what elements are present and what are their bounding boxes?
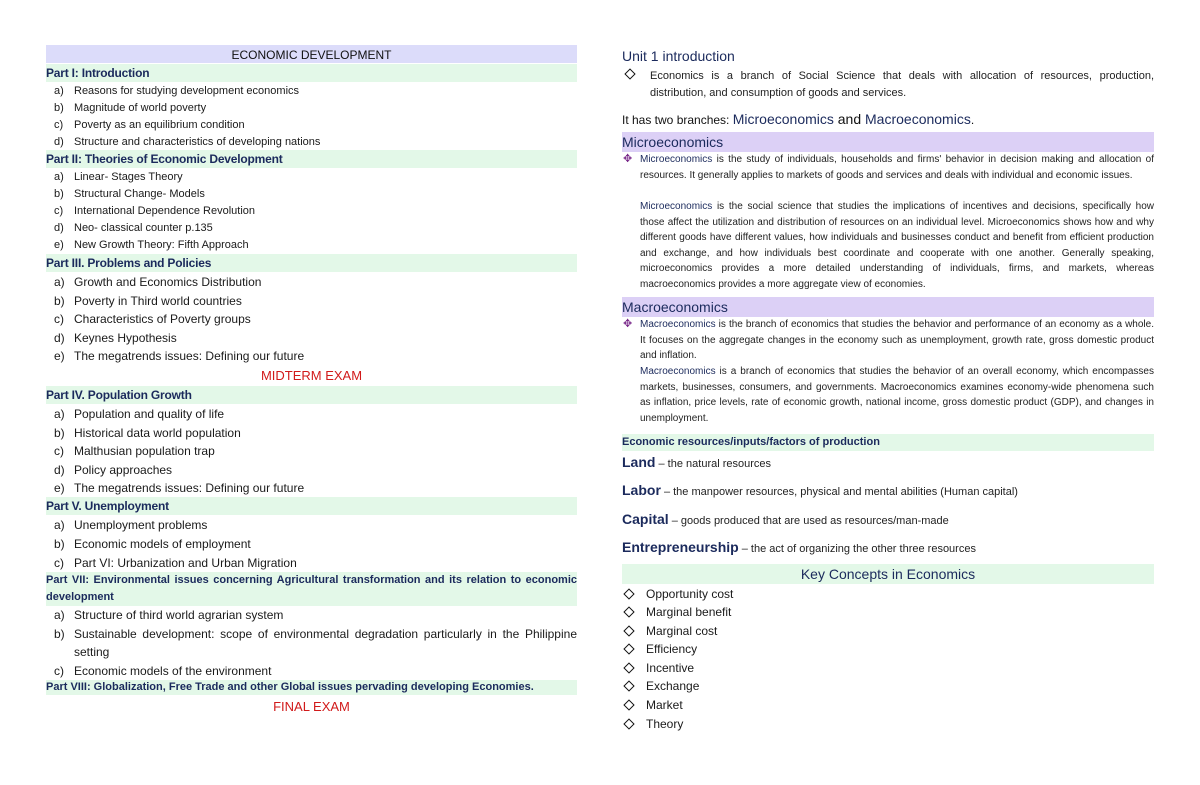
list-item: Economic models of employment <box>74 537 251 551</box>
list-letter: e) <box>54 239 64 251</box>
list-item: Sustainable development: scope of environmental degradation particularly in the Philippine setting <box>74 627 577 659</box>
unit-title: Unit 1 introduction <box>622 48 735 64</box>
concept-item: Exchange <box>646 679 700 693</box>
list-item: Economic models of the environment <box>74 664 272 678</box>
list-letter: e) <box>54 481 65 495</box>
list-letter: a) <box>54 171 64 183</box>
resources-heading: Economic resources/inputs/factors of production <box>622 436 880 448</box>
micro-text: is the social science that studies the implications of incentives and decisions, specifically how those affect the utilization and distribution of resources on an individual level. Microeconomics shows how and why different goods have different values, how individuals and businesses conduct and benefit from efficient production and exchange, and how individuals best coordinate and cooperate with one another. Generally speaking, microeconomics provides a more detailed understanding of individuals, firms, and markets, whereas macroeconomics provides a more aggregate view of economies. <box>640 201 1154 290</box>
concept-item: Market <box>646 698 683 712</box>
concept-item: Marginal benefit <box>646 605 732 619</box>
list-letter: b) <box>54 188 64 200</box>
list-letter: c) <box>54 205 64 217</box>
four-arrows-icon: ✥ <box>623 318 633 330</box>
diamond-bullet-icon <box>623 680 634 691</box>
four-arrows-icon: ✥ <box>623 153 633 165</box>
macro-heading: Macroeconomics <box>622 299 728 315</box>
diamond-bullet-icon <box>623 588 634 599</box>
list-letter: b) <box>54 294 65 308</box>
part4-heading: Part IV. Population Growth <box>46 388 192 402</box>
list-item: Unemployment problems <box>74 518 208 532</box>
branches-micro: Microeconomics <box>732 111 834 127</box>
diamond-bullet-icon <box>623 718 634 729</box>
micro-text: is the study of individuals, households and firms' behavior in decision making and allocation of resources. It generally applies to markets of goods and services and deals with individual and economic issues. <box>640 154 1154 181</box>
resource-desc: – the act of organizing the other three resources <box>738 543 976 555</box>
list-letter: c) <box>54 664 64 678</box>
list-item: Keynes Hypothesis <box>74 331 177 345</box>
resource-term: Entrepreneurship <box>622 539 739 555</box>
list-letter: c) <box>54 556 64 570</box>
part2-heading: Part II: Theories of Economic Development <box>46 152 283 166</box>
micro-paragraph-2 <box>640 199 1154 292</box>
list-letter: a) <box>54 85 64 97</box>
list-item: Linear- Stages Theory <box>74 171 183 183</box>
part7-heading: Part VII: Environmental issues concerning Agricultural transformation and its relation to economic development <box>46 574 577 603</box>
branches-suffix: . <box>970 113 975 127</box>
resource-term: Labor <box>622 482 661 498</box>
list-letter: d) <box>54 222 64 234</box>
list-item: Magnitude of world poverty <box>74 102 207 114</box>
list-item: Historical data world population <box>74 426 241 440</box>
list-letter: d) <box>54 463 65 477</box>
resource-land <box>622 455 771 471</box>
diamond-bullet-icon <box>623 606 634 617</box>
macro-paragraph-2 <box>640 364 1154 426</box>
list-item: Structure of third world agrarian system <box>74 608 284 622</box>
concept-item: Efficiency <box>646 642 698 656</box>
resource-desc: – goods produced that are used as resources/man-made <box>668 515 949 527</box>
branches-line <box>622 112 974 126</box>
list-letter: b) <box>54 102 64 114</box>
list-item: Policy approaches <box>74 463 173 477</box>
part8-heading: Part VIII: Globalization, Free Trade and other Global issues pervading developing Economies. <box>46 681 534 693</box>
diamond-bullet-icon <box>623 643 634 654</box>
list-letter: a) <box>54 275 65 289</box>
list-letter: b) <box>54 627 65 641</box>
macro-term: Macroeconomics <box>640 366 716 377</box>
list-letter: b) <box>54 537 65 551</box>
macro-text: is a branch of economics that studies the behavior of an overall economy, which encompasses markets, businesses, consumers, and governments. Macroeconomics examines economy-wide phenomena such as inflation, price levels, rate of economic growth, national income, gross domestic product (GDP), and changes in unemployment. <box>640 366 1154 424</box>
list-letter: d) <box>54 136 64 148</box>
final-label: FINAL EXAM <box>273 699 350 714</box>
diamond-bullet-icon <box>624 68 635 79</box>
resource-term: Land <box>622 454 656 470</box>
list-item: Part VI: Urbanization and Urban Migration <box>74 556 297 570</box>
list-letter: a) <box>54 407 65 421</box>
list-item: Malthusian population trap <box>74 444 215 458</box>
branches-macro: Macroeconomics <box>865 111 971 127</box>
part1-heading: Part I: Introduction <box>46 66 150 80</box>
micro-term: Microeconomics <box>640 154 713 165</box>
syllabus-title: ECONOMIC DEVELOPMENT <box>231 48 392 62</box>
diamond-bullet-icon <box>623 625 634 636</box>
list-letter: b) <box>54 426 65 440</box>
list-item: The megatrends issues: Defining our future <box>74 481 305 495</box>
resource-capital <box>622 512 949 528</box>
list-item: The megatrends issues: Defining our future <box>74 349 305 363</box>
part5-heading: Part V. Unemployment <box>46 499 169 513</box>
list-item: Reasons for studying development economics <box>74 85 300 97</box>
branches-and: and <box>833 111 866 127</box>
list-item: International Dependence Revolution <box>74 205 256 217</box>
diamond-bullet-icon <box>623 662 634 673</box>
concept-item: Marginal cost <box>646 624 718 638</box>
list-letter: c) <box>54 444 64 458</box>
macro-paragraph-1 <box>640 317 1154 364</box>
part3-heading: Part III. Problems and Policies <box>46 256 212 270</box>
resource-term: Capital <box>622 511 669 527</box>
resource-desc: – the manpower resources, physical and mental abilities (Human capital) <box>660 486 1018 498</box>
list-letter: e) <box>54 349 65 363</box>
list-letter: c) <box>54 312 64 326</box>
list-item: Poverty in Third world countries <box>74 294 242 308</box>
resource-labor <box>622 483 1018 499</box>
key-concepts-heading: Key Concepts in Economics <box>800 566 976 582</box>
list-item: Characteristics of Poverty groups <box>74 312 251 326</box>
midterm-label: MIDTERM EXAM <box>260 368 363 383</box>
list-item: Poverty as an equilibrium condition <box>74 119 245 131</box>
micro-term: Microeconomics <box>640 201 713 212</box>
list-letter: a) <box>54 608 65 622</box>
macro-term: Macroeconomics <box>640 319 716 330</box>
list-letter: a) <box>54 518 65 532</box>
list-letter: d) <box>54 331 65 345</box>
list-item: Structure and characteristics of developing nations <box>74 136 321 148</box>
list-item: New Growth Theory: Fifth Approach <box>74 239 249 251</box>
concept-item: Incentive <box>646 661 695 675</box>
diamond-bullet-icon <box>623 699 634 710</box>
resource-desc: – the natural resources <box>655 458 772 470</box>
intro-bullet: Economics is a branch of Social Science that deals with allocation of resources, production, distribution, and consumption of goods and services. <box>650 70 1154 99</box>
list-item: Growth and Economics Distribution <box>74 275 262 289</box>
resource-entrepreneurship <box>622 540 976 556</box>
concept-item: Theory <box>646 717 684 731</box>
list-item: Structural Change- Models <box>74 188 205 200</box>
concept-item: Opportunity cost <box>646 587 734 601</box>
list-item: Population and quality of life <box>74 407 225 421</box>
macro-text: is the branch of economics that studies the behavior and performance of an economy as a whole. It focuses on the aggregate changes in the economy such as unemployment, growth rate, gross domestic product and inflation. <box>640 319 1154 361</box>
list-item: Neo- classical counter p.135 <box>74 222 213 234</box>
micro-paragraph-1 <box>640 152 1154 183</box>
list-letter: c) <box>54 119 64 131</box>
branches-prefix: It has two branches: <box>622 113 733 127</box>
micro-heading: Microeconomics <box>622 134 724 150</box>
